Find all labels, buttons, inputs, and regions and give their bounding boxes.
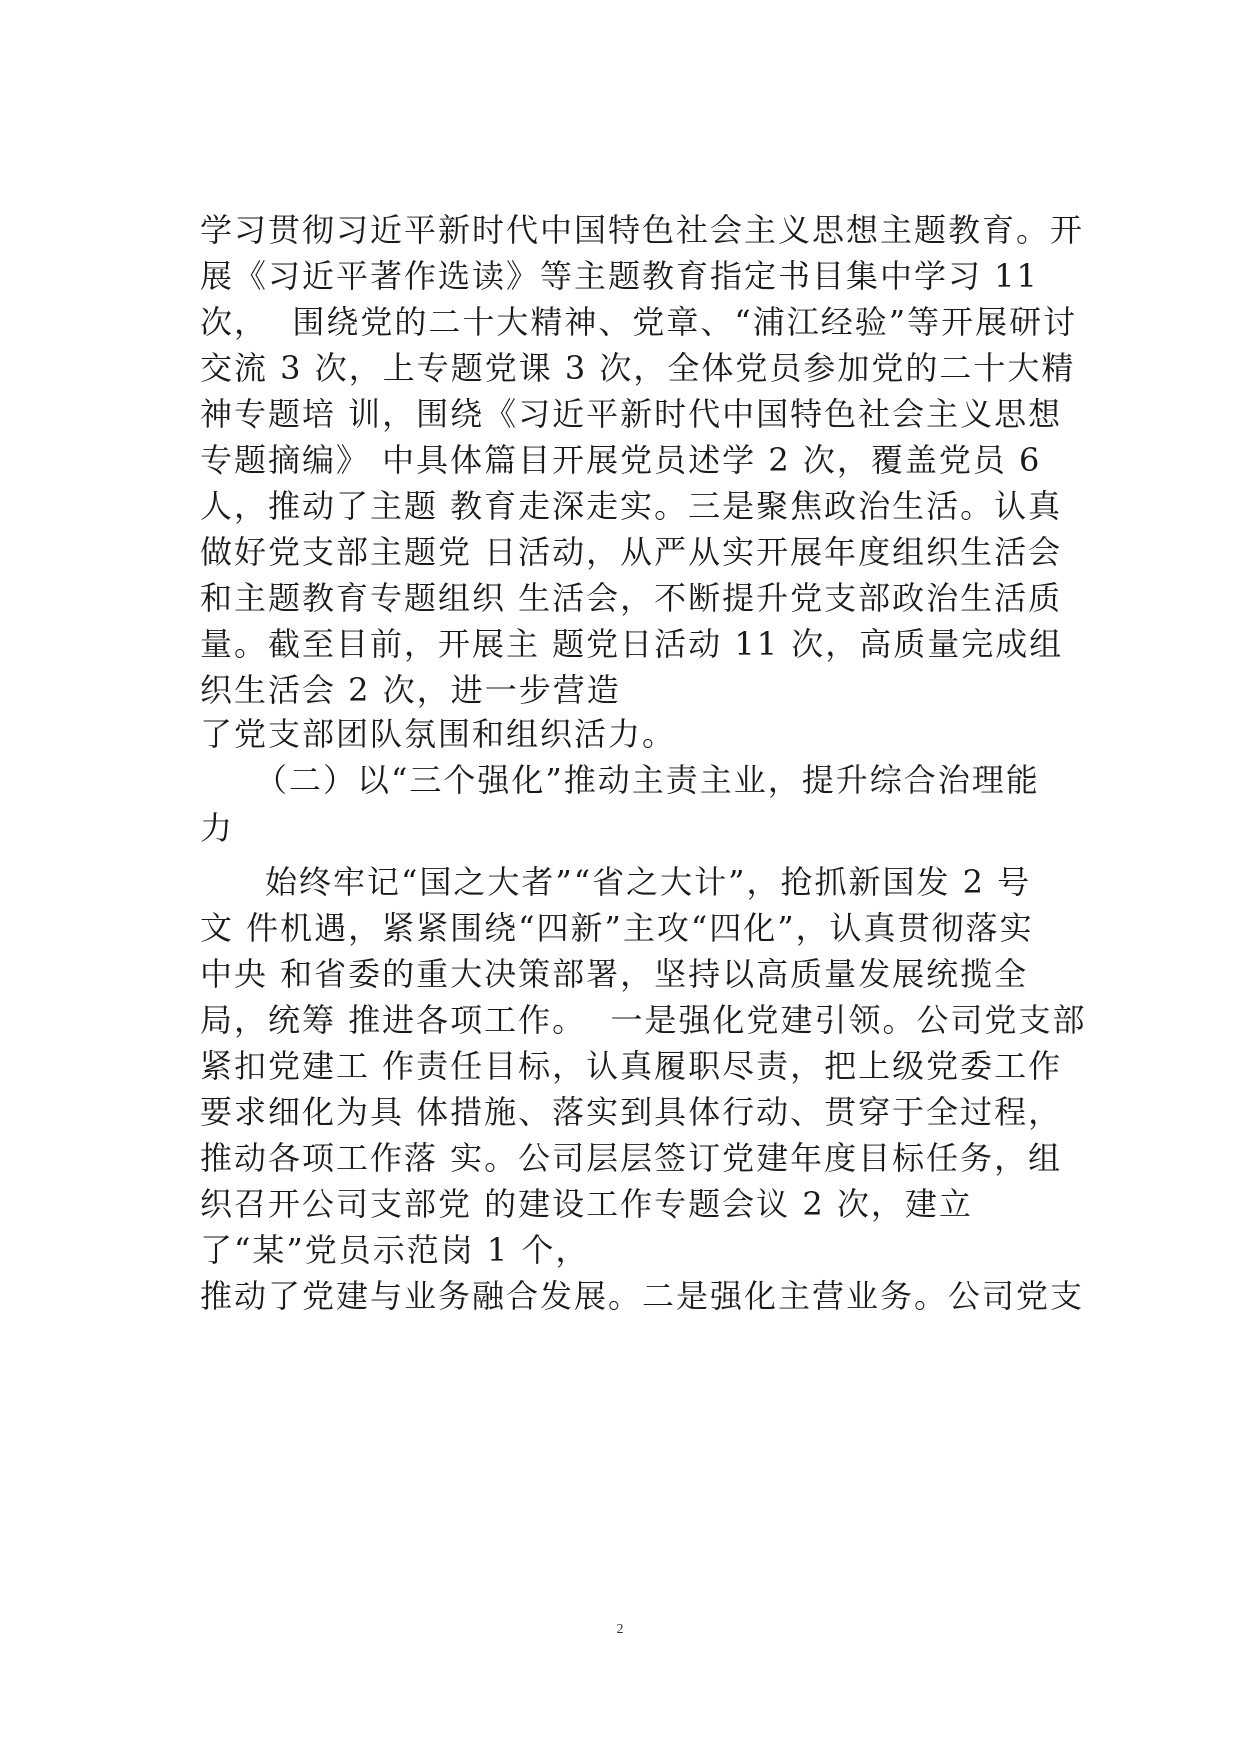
body-text-line: 局，统筹 推进各项工作。 一是强化党建引领。公司党支部 bbox=[200, 1001, 1087, 1039]
body-text-line: 紧扣党建工 作责任目标，认真履职尽责，把上级党委工作 bbox=[200, 1047, 1063, 1085]
section-heading: （二）以“三个强化”推动主责主业，提升综合治理能 bbox=[255, 761, 1040, 799]
body-text-line: 量。截至目前，开展主 题党日活动 11 次，高质量完成组 bbox=[200, 625, 1064, 663]
body-text-line: 专题摘编》 中具体篇目开展党员述学 2 次，覆盖党员 6 bbox=[200, 441, 1042, 479]
body-text-line: 中央 和省委的重大决策部署，坚持以高质量发展统揽全 bbox=[200, 955, 1029, 993]
body-text-line: 推动各项工作落 实。公司层层签订党建年度目标任务，组 bbox=[200, 1139, 1063, 1177]
body-text-line: 交流 3 次，上专题党课 3 次，全体党员参加党的二十大精 bbox=[200, 349, 1076, 387]
body-text-line: 织生活会 2 次，进一步营造 bbox=[200, 671, 621, 709]
body-text-line: 要求细化为具 体措施、落实到具体行动、贯穿于全过程， bbox=[200, 1093, 1063, 1131]
body-text-line: 次， 围绕党的二十大精神、党章、“浦江经验”等开展研讨 bbox=[200, 303, 1078, 341]
section-heading-continuation: 力 bbox=[200, 809, 235, 847]
page-number: 2 bbox=[616, 1622, 624, 1637]
body-text-line: 推动了党建与业务融合发展。二是强化主营业务。公司党支 bbox=[200, 1277, 1085, 1315]
body-text-line: 织召开公司支部党 的建设工作专题会议 2 次，建立 bbox=[200, 1185, 973, 1223]
body-text-line: 了“某”党员示范岗 1 个， bbox=[200, 1231, 590, 1269]
body-text-line: 人，推动了主题 教育走深走实。三是聚焦政治生活。认真 bbox=[200, 487, 1063, 525]
body-text-line: 学习贯彻习近平新时代中国特色社会主义思想主题教育。开 bbox=[200, 211, 1085, 249]
body-text-line: 和主题教育专题组织 生活会，不断提升党支部政治生活质 bbox=[200, 579, 1063, 617]
body-text-line: 了党支部团队氛围和组织活力。 bbox=[200, 715, 677, 753]
body-text-line: 文 件机遇，紧紧围绕“四新”主攻“四化”，认真贯彻落实 bbox=[200, 909, 1034, 947]
body-text-line: 展《习近平著作选读》等主题教育指定书目集中学习 11 bbox=[200, 257, 1039, 295]
body-text-line: 神专题培 训，围绕《习近平新时代中国特色社会主义思想 bbox=[200, 395, 1063, 433]
body-text-line: 做好党支部主题党 日活动，从严从实开展年度组织生活会 bbox=[200, 533, 1063, 571]
body-text-line: 始终牢记“国之大者”“省之大计”，抢抓新国发 2 号 bbox=[265, 863, 1032, 901]
